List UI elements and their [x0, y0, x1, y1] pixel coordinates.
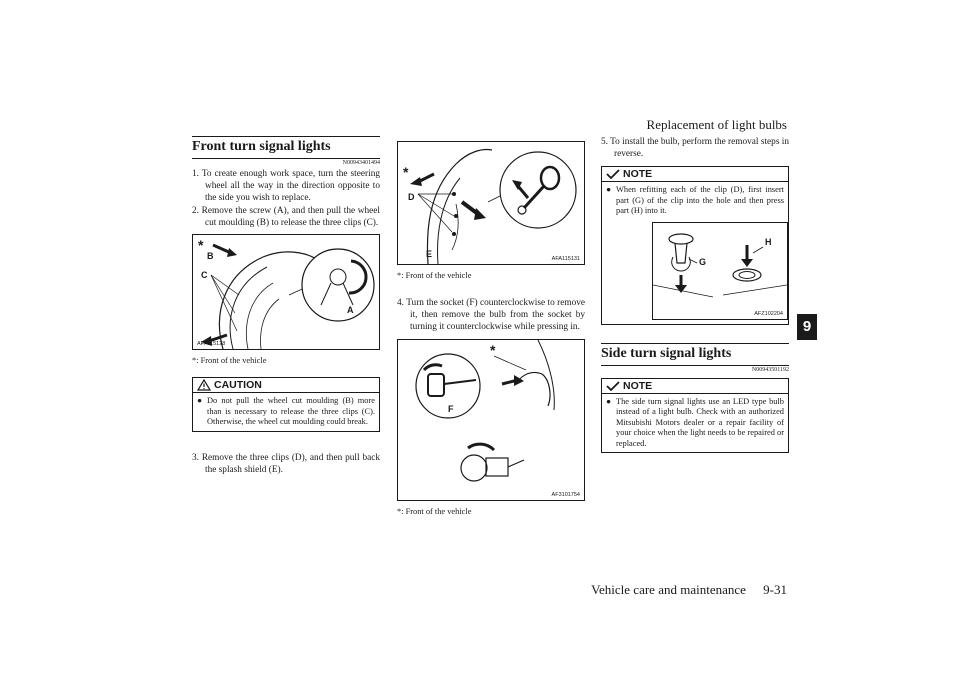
fig-label-a: A	[347, 305, 354, 315]
note-text: When refitting each of the clip (D), first insert part (G) of the clip into the hole and then press part (H) into it.	[616, 185, 784, 215]
footer-section: Vehicle care and maintenance	[591, 582, 746, 597]
note-box-led	[601, 378, 789, 454]
caution-item	[193, 393, 379, 431]
figure-wheel-moulding	[192, 234, 380, 350]
note-item	[602, 182, 788, 220]
warning-triangle-icon	[197, 379, 211, 391]
caution-header	[193, 378, 379, 393]
note-item	[602, 394, 788, 453]
fig-label-star: *	[403, 164, 409, 180]
check-note-icon	[606, 168, 620, 180]
fig-label-h: H	[765, 236, 772, 247]
fig-label-c: C	[201, 270, 208, 280]
column-1	[192, 136, 380, 477]
column-3	[601, 136, 789, 453]
fig-label-star: *	[198, 237, 204, 253]
section-title-side-turn-signal: Side turn signal lights	[601, 343, 789, 366]
step-1: 1. To create enough work space, turn the steering wheel all the way in the direction opposite to the side you wish to replace.	[192, 169, 380, 203]
step-4: 4. Turn the socket (F) counterclockwise to remove it, then remove the bulb from the socket by turning it counterclockwise while pressing in.	[397, 298, 585, 332]
note-title: NOTE	[623, 379, 653, 392]
note-text: The side turn signal lights use an LED type bulb instead of a light bulb. Check with an authorized Mitsubishi Motors dealer or a repair facility of your choice when the light needs to be repaired or replaced.	[616, 396, 784, 448]
steps-list	[192, 168, 380, 229]
wheel-moulding-illustration	[193, 235, 379, 349]
figure-note: *: Front of the vehicle	[397, 507, 472, 516]
step-3: 3. Remove the three clips (D), and then pull back the splash shield (E).	[192, 452, 380, 475]
section-code: N00943501192	[751, 366, 789, 373]
caution-title: CAUTION	[214, 379, 262, 391]
caution-box	[192, 377, 380, 432]
fig-label-e: E	[426, 249, 433, 259]
caution-text: Do not pull the wheel cut moulding (B) more than is necessary to release the three clips (C). Otherwise, the wheel cut moulding could break.	[207, 396, 375, 426]
figure-splash-shield	[397, 141, 585, 265]
splash-shield-illustration	[398, 142, 584, 264]
chapter-tab: 9	[797, 314, 817, 340]
note-title: NOTE	[623, 168, 653, 180]
step-5: 5. To install the bulb, perform the removal steps in reverse.	[601, 137, 789, 159]
fig-label-g: G	[699, 256, 707, 267]
figure-note: *: Front of the vehicle	[397, 271, 472, 280]
bullet-icon: ●	[197, 396, 203, 405]
step-4-container	[397, 297, 585, 333]
note-box-clip	[601, 166, 789, 325]
figure-note: *: Front of the vehicle	[192, 356, 267, 365]
step-2: 2. Remove the screw (A), and then pull the wheel cut moulding (B) to release the three clips (C).	[192, 206, 380, 228]
figure-socket-bulb	[397, 339, 585, 501]
fig-label-d: D	[408, 192, 415, 202]
figure-clip	[652, 222, 788, 320]
running-footer	[577, 582, 787, 598]
figure-code: AFA115131	[551, 256, 580, 262]
bullet-icon: ●	[606, 185, 612, 194]
figure-code: AF3101754	[551, 492, 580, 498]
step-5-container	[601, 136, 789, 160]
socket-bulb-illustration	[398, 340, 584, 500]
fig-label-b: B	[207, 251, 214, 261]
note-header	[602, 379, 788, 394]
check-note-icon	[606, 380, 620, 392]
fig-label-star: *	[490, 342, 496, 358]
step-3-container	[192, 452, 380, 476]
column-2	[397, 141, 585, 516]
fig-label-f: F	[448, 404, 454, 414]
section-code: N00943401494	[342, 160, 380, 166]
section-title-front-turn-signal: Front turn signal lights	[192, 136, 380, 159]
page-number: 9-31	[763, 582, 787, 597]
bullet-icon: ●	[606, 396, 612, 406]
note-header	[602, 167, 788, 182]
running-header: Replacement of light bulbs	[646, 117, 787, 132]
figure-code: AFA115128	[197, 341, 226, 347]
figure-code: AFZ102204	[754, 310, 783, 317]
